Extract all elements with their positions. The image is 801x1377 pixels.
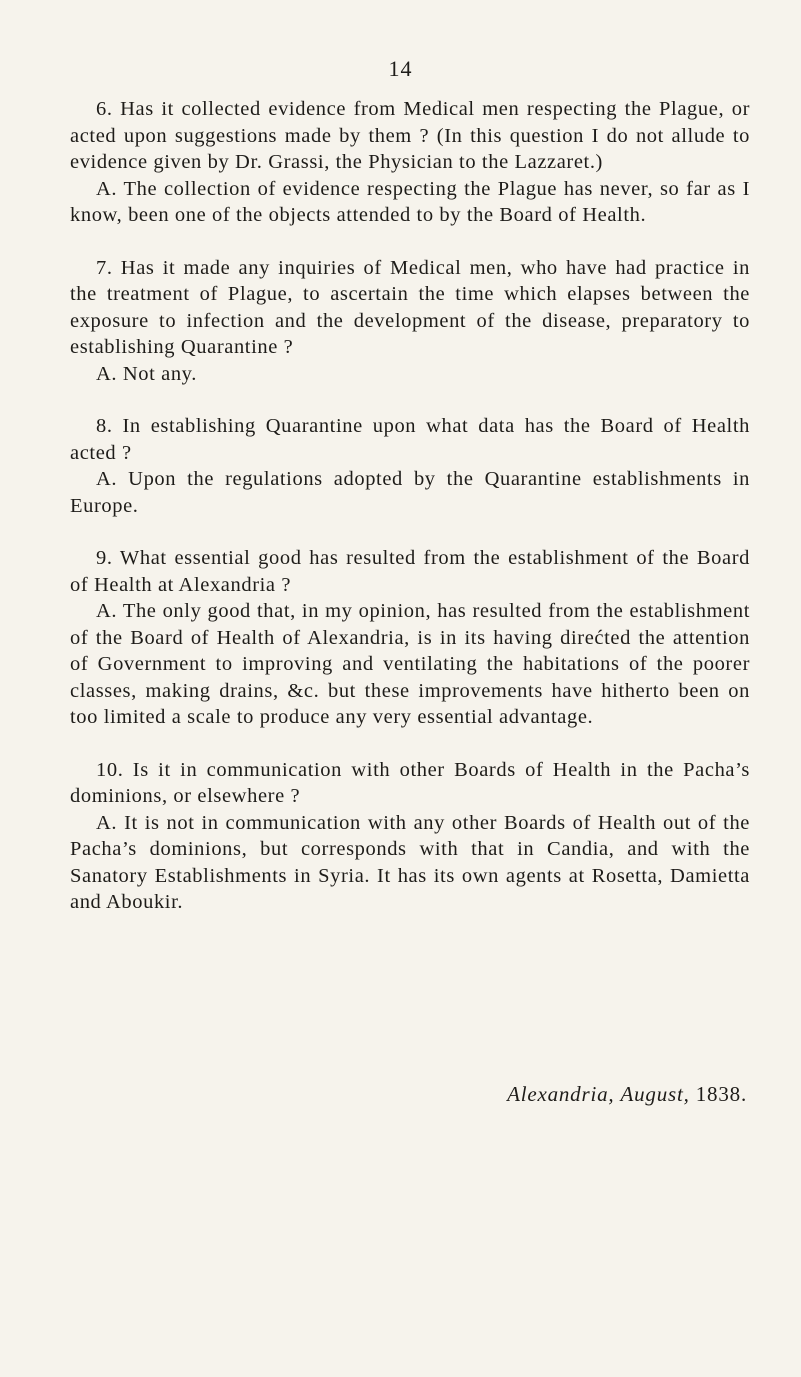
question-8: 8. In establishing Quarantine upon what data has the Board of Health acted ? [70,415,750,464]
signature-month: August, [620,1082,690,1106]
qa-entry-6 [70,96,750,229]
qa-entry-9 [70,545,750,731]
signature-year: 1838. [695,1082,747,1106]
signature-place: Alexandria, [507,1082,615,1106]
qa-entry-7 [70,255,750,388]
question-6: 6. Has it collected evidence from Medical men respecting the Plague, or acted upon suggestions made by them ? (In this question I do not allude to evidence given by Dr. Grassi, the Physician to the Lazzaret.) [70,98,750,173]
question-7: 7. Has it made any inquiries of Medical men, who have had practice in the treatment of Plague, to ascertain the time which elapses between the exposure to infection and the development of the disease, preparatory to establishing Quarantine ? [70,256,750,358]
answer-8: A. Upon the regulations adopted by the Quarantine establishments in Europe. [70,468,750,517]
page-number: 14 [388,56,413,81]
answer-7: A. Not any. [96,362,197,385]
answer-9: A. The only good that, in my opinion, has resulted from the establishment of the Board of Health of Alexandria, is in its having direćted the attention of Government to improving and ventilating the habitations of the poorer classes, making drains, &c. but these improvements have hitherto been on too limited a scale to produce any very essential advantage. [70,600,750,728]
question-10: 10. Is it in communication with other Boards of Health in the Pacha’s dominions, or elsewhere ? [70,758,750,807]
place-date-signature [507,1082,747,1107]
question-9: 9. What essential good has resulted from the establishment of the Board of Health at Alexandria ? [70,547,750,596]
answer-6: A. The collection of evidence respecting the Plague has never, so far as I know, been one of the objects attended to by the Board of Health. [70,177,750,226]
answer-10: A. It is not in communication with any other Boards of Health out of the Pacha’s dominions, but corresponds with that in Candia, and with the Sanatory Establishments in Syria. It has its own agents at Rosetta, Damietta and Aboukir. [70,811,750,913]
qa-entry-8 [70,413,750,519]
document-body [70,96,750,916]
qa-entry-10 [70,757,750,916]
